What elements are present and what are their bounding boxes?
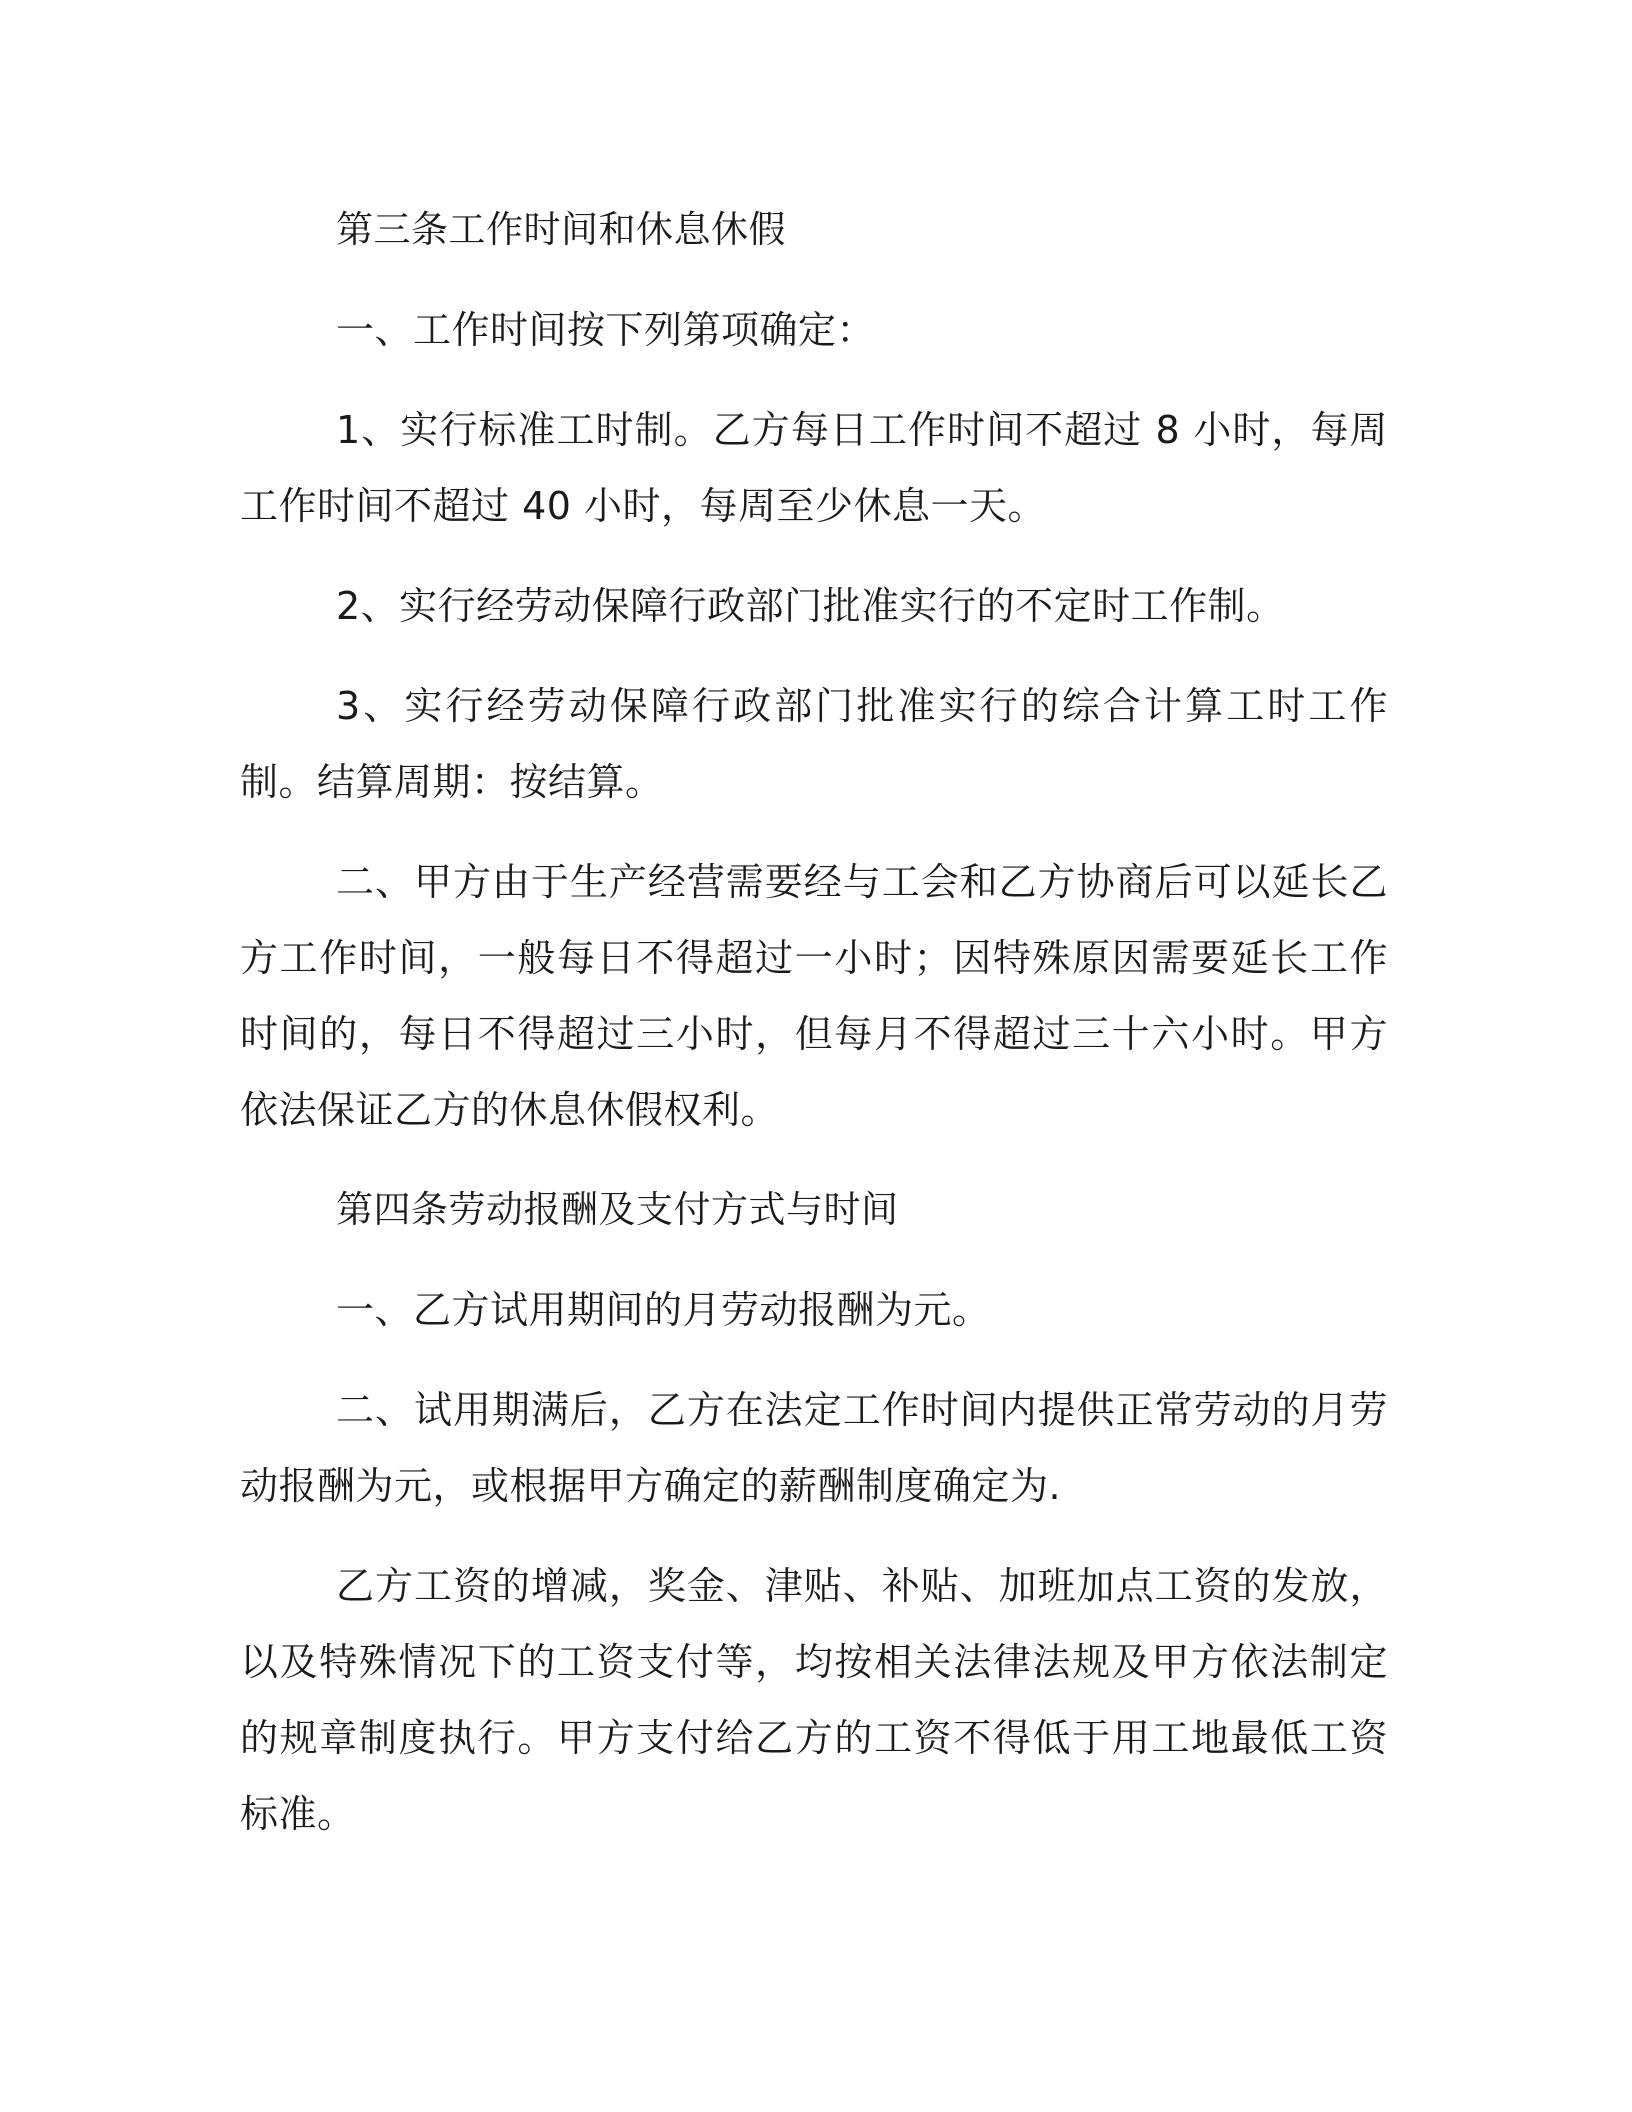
article-3-option-2: 2、实行经劳动保障行政部门批准实行的不定时工作制。 bbox=[336, 584, 1285, 628]
article-4-heading: 第四条劳动报酬及支付方式与时间 bbox=[336, 1188, 899, 1231]
article-4-clause-1: 一、乙方试用期间的月劳动报酬为元。 bbox=[336, 1288, 991, 1332]
article-3-heading: 第三条工作时间和休息休假 bbox=[336, 208, 786, 251]
document-body bbox=[240, 192, 1388, 1876]
article-4-clause-2: 二、试用期满后，乙方在法定工作时间内提供正常劳动的月劳动报酬为元，或根据甲方确定的薪酬制度确定为. bbox=[240, 1388, 1388, 1508]
article-4-wage-provisions: 乙方工资的增减，奖金、津贴、补贴、加班加点工资的发放，以及特殊情况下的工资支付等，均按相关法律法规及甲方依法制定的规章制度执行。甲方支付给乙方的工资不得低于用工地最低工资标准。 bbox=[240, 1564, 1388, 1836]
article-3-option-3: 3、实行经劳动保障行政部门批准实行的综合计算工时工作制。结算周期：按结算。 bbox=[240, 684, 1388, 804]
article-3-clause-1-intro: 一、工作时间按下列第项确定： bbox=[336, 308, 876, 352]
article-3-option-1: 1、实行标准工时制。乙方每日工作时间不超过 8 小时，每周工作时间不超过 40 小时，每周至少休息一天。 bbox=[240, 408, 1388, 528]
article-3-clause-2: 二、甲方由于生产经营需要经与工会和乙方协商后可以延长乙方工作时间，一般每日不得超过一小时；因特殊原因需要延长工作时间的，每日不得超过三小时，但每月不得超过三十六小时。甲方依法保证乙方的休息休假权利。 bbox=[240, 860, 1388, 1132]
